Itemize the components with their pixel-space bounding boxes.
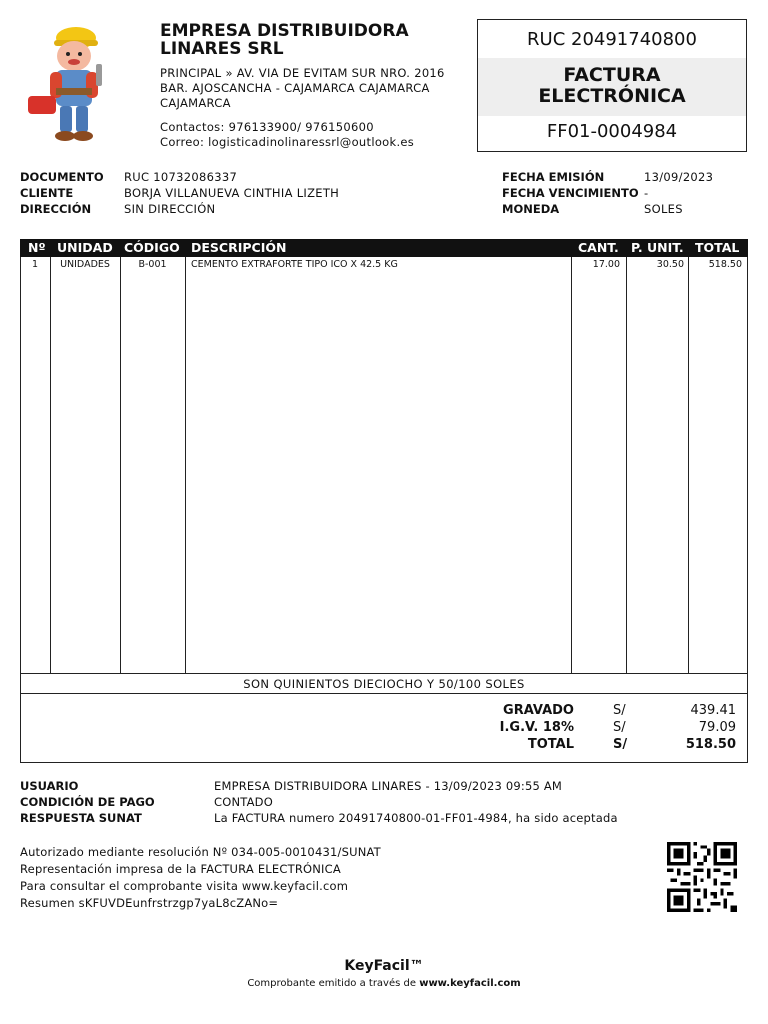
qr-code — [665, 842, 739, 912]
col-divider — [571, 257, 572, 673]
respuesta-label: RESPUESTA SUNAT — [20, 811, 142, 825]
meta-labels — [20, 778, 200, 826]
col-header-codigo: CÓDIGO — [124, 240, 180, 255]
moneda-label: MONEDA — [502, 202, 560, 216]
documento-value: RUC 10732086337 — [124, 170, 238, 184]
documento-label: DOCUMENTO — [20, 170, 104, 184]
vencimiento-label: FECHA VENCIMIENTO — [502, 186, 639, 200]
row-descripcion: CEMENTO EXTRAFORTE TIPO ICO X 42.5 KG — [191, 259, 398, 270]
date-labels — [502, 169, 642, 217]
condicion-label: CONDICIÓN DE PAGO — [20, 795, 155, 809]
row-punit: 30.50 — [656, 259, 684, 270]
col-divider — [120, 257, 121, 673]
client-values — [124, 169, 454, 217]
col-header-total: TOTAL — [695, 240, 740, 255]
col-header-unidad: UNIDAD — [57, 240, 113, 255]
company-address — [160, 66, 460, 111]
row-unidad: UNIDADES — [60, 259, 110, 270]
gravado-value: 439.41 — [690, 703, 736, 718]
row-num: 1 — [31, 259, 39, 270]
meta-values — [214, 778, 748, 826]
issuer-ruc: RUC 20491740800 — [527, 29, 697, 50]
gravado-currency: S/ — [613, 703, 626, 718]
company-contact — [160, 120, 460, 150]
brand-website-link[interactable]: www.keyfacil.com — [419, 978, 521, 989]
date-values — [644, 169, 748, 217]
cliente-label: CLIENTE — [20, 186, 74, 200]
usuario-label: USUARIO — [20, 779, 79, 793]
total-label: TOTAL — [527, 737, 574, 752]
gravado-label: GRAVADO — [503, 703, 574, 718]
footer-representation: Representación impresa de la FACTURA ELECTRÓNICA — [20, 862, 341, 876]
igv-label: I.G.V. 18% — [499, 720, 574, 735]
total-value: 518.50 — [685, 737, 736, 752]
totals-block — [20, 694, 748, 763]
total-currency: S/ — [613, 737, 628, 752]
company-logo — [20, 24, 120, 146]
col-header-num: Nº — [28, 240, 46, 255]
col-header-punit: P. UNIT. — [631, 240, 684, 255]
company-phones: Contactos: 976133900/ 976150600 — [160, 120, 374, 134]
col-header-descripcion: DESCRIPCIÓN — [191, 240, 287, 255]
invoice-title-line2: ELECTRÓNICA — [538, 85, 686, 107]
address-line-3: CAJAMARCA — [160, 96, 231, 110]
invoice-number: FF01-0004984 — [546, 121, 678, 142]
company-name: EMPRESA DISTRIBUIDORA LINARES SRL — [160, 21, 409, 59]
footer-hash: Resumen sKFUVDEunfrstrzgp7yaL8cZANo= — [20, 896, 279, 910]
vencimiento-value: - — [644, 186, 649, 200]
igv-value: 79.09 — [698, 720, 736, 735]
col-divider — [50, 257, 51, 673]
invoice-title-line1: FACTURA — [563, 64, 661, 86]
footer-resolution: Autorizado mediante resolución Nº 034-005-0010431/SUNAT — [20, 845, 381, 859]
moneda-value: SOLES — [644, 202, 683, 216]
direccion-value: SIN DIRECCIÓN — [124, 202, 216, 216]
footer-notes — [20, 844, 381, 912]
footer-consult: Para consultar el comprobante visita www.keyfacil.com — [20, 879, 349, 893]
invoice-header-box — [477, 19, 747, 152]
row-codigo: B-001 — [138, 259, 167, 270]
brand-name: KeyFacil™ — [344, 958, 424, 974]
col-divider — [688, 257, 689, 673]
col-header-cant: CANT. — [578, 240, 619, 255]
invoice-title — [478, 58, 746, 116]
col-divider — [626, 257, 627, 673]
direccion-label: DIRECCIÓN — [20, 202, 92, 216]
address-line-2: BAR. AJOSCANCHA - CAJAMARCA CAJAMARCA — [160, 81, 430, 95]
row-cant: 17.00 — [592, 259, 620, 270]
client-labels — [20, 169, 120, 217]
cliente-value: BORJA VILLANUEVA CINTHIA LIZETH — [124, 186, 340, 200]
company-email: Correo: logisticadinolinaressrl@outlook.es — [160, 135, 415, 149]
brand-subtitle-prefix: Comprobante emitido a través de — [247, 978, 420, 989]
col-divider — [185, 257, 186, 673]
usuario-value: EMPRESA DISTRIBUIDORA LINARES - 13/09/2023 09:55 AM — [214, 779, 563, 793]
emision-value: 13/09/2023 — [644, 170, 714, 184]
address-line-1: PRINCIPAL » AV. VIA DE EVITAM SUR NRO. 2016 — [160, 66, 445, 80]
condicion-value: CONTADO — [214, 795, 273, 809]
row-total: 518.50 — [708, 259, 742, 270]
brand-subtitle — [0, 978, 768, 989]
amount-in-words: SON QUINIENTOS DIECIOCHO Y 50/100 SOLES — [20, 673, 748, 694]
igv-currency: S/ — [613, 720, 626, 735]
respuesta-value: La FACTURA numero 20491740800-01-FF01-4984, ha sido aceptada — [214, 811, 618, 825]
emision-label: FECHA EMISIÓN — [502, 170, 605, 184]
items-table-header — [20, 239, 748, 257]
